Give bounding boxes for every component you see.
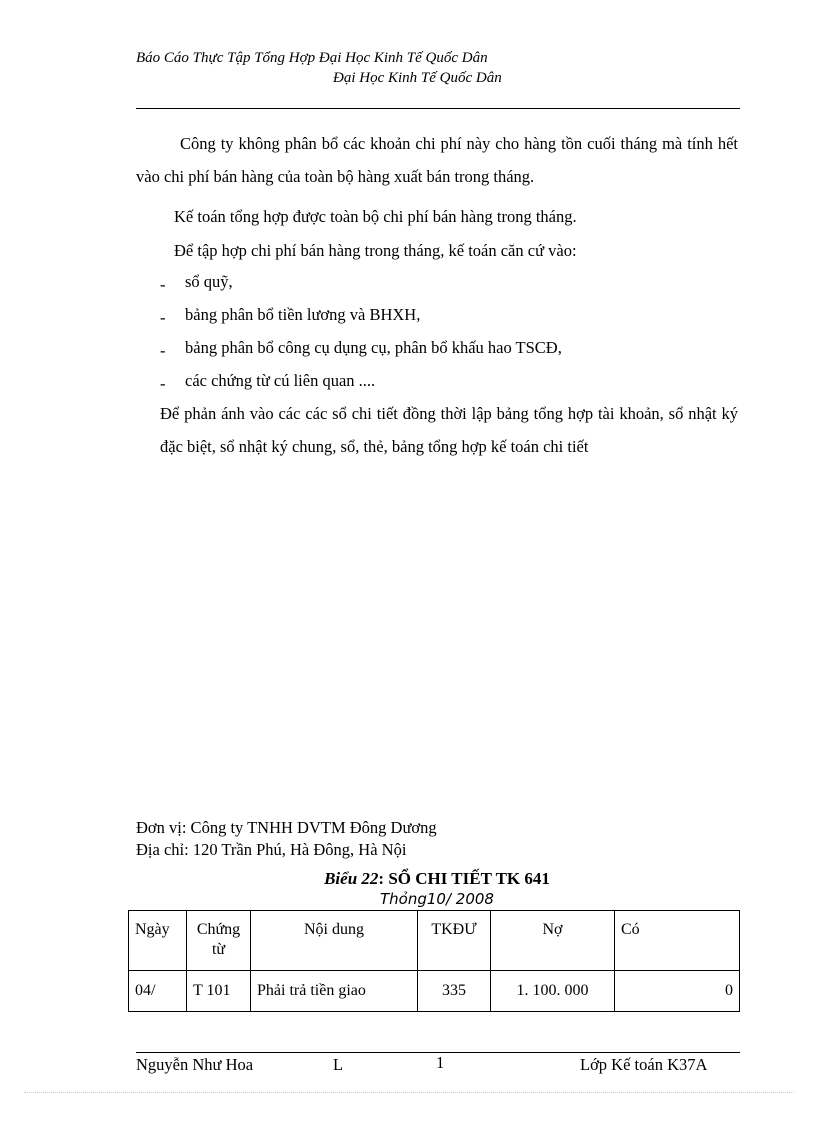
bullet-marker: - [160,275,166,294]
ledger-title [0,869,816,889]
col-header-chung-tu: Chứng từ [187,911,251,971]
list-item: các chứng từ cú liên quan .... [185,371,376,390]
table-header-row [129,911,740,971]
col-header-noi-dung: Nội dung [251,911,418,971]
bullet-marker: - [160,374,166,393]
footer-class: Lớp Kế toán K37A [580,1055,708,1074]
ledger-title-prefix: Biểu 22 [324,869,379,888]
cell-noi-dung: Phải trả tiền giao [251,971,418,1012]
footer-page-number: 1 [436,1053,445,1072]
bullet-marker: - [160,341,166,360]
list-item: sổ quỹ, [185,272,233,291]
paragraph-summary: Kế toán tổng hợp được toàn bộ chi phí bán hàng trong tháng. [174,207,577,226]
col-header-ngay: Ngày [129,911,187,971]
col-header-co: Có [615,911,740,971]
cell-ngay: 04/ [129,971,187,1012]
bullet-marker: - [160,308,166,327]
company-unit: Đơn vị: Công ty TNHH DVTM Đông Dương [136,818,437,837]
list-item: bảng phân bổ tiền lương và BHXH, [185,305,421,324]
running-header-title: Báo Cáo Thực Tập Tổng Hợp Đại Học Kinh Tế Quốc Dân [136,50,488,66]
col-header-tkdu: TKĐƯ [418,911,491,971]
footer-author: Nguyễn Như Hoa [136,1055,254,1074]
cell-chung-tu: T 101 [187,971,251,1012]
page-edge-divider [24,1092,794,1093]
list-item: bảng phân bổ công cụ dụng cụ, phân bổ khấu hao TSCĐ, [185,338,562,357]
ledger-title-rest: : SỔ CHI TIẾT TK 641 [378,869,550,888]
col-header-no: Nợ [491,911,615,971]
running-header-subtitle: Đại Học Kinh Tế Quốc Dân [333,70,502,86]
cell-no: 1. 100. 000 [491,971,615,1012]
ledger-table [128,910,740,1012]
ledger-subtitle: Thỏng10/ 2008 [380,890,494,908]
company-address: Địa chỉ: 120 Trần Phú, Hà Đông, Hà Nội [136,840,407,859]
header-rule [136,108,740,109]
paragraph-basis: Để tập hợp chi phí bán hàng trong tháng, kế toán căn cứ vào: [174,241,577,260]
table-row [129,971,740,1012]
footer-letter: L [333,1055,344,1074]
paragraph-reflection: Để phản ánh vào các các sổ chi tiết đồng thời lập bảng tổng hợp tài khoản, sổ nhật ký đặc biệt, sổ nhật ký chung, sổ, thẻ, bảng tổng hợp kế toán chi tiết [160,404,738,456]
paragraph-intro: Công ty không phân bổ các khoản chi phí này cho hàng tồn cuối tháng mà tính hết vào chi phí bán hàng của toàn bộ hàng xuất bán trong tháng. [136,134,738,186]
cell-tkdu: 335 [418,971,491,1012]
cell-co: 0 [615,971,740,1012]
